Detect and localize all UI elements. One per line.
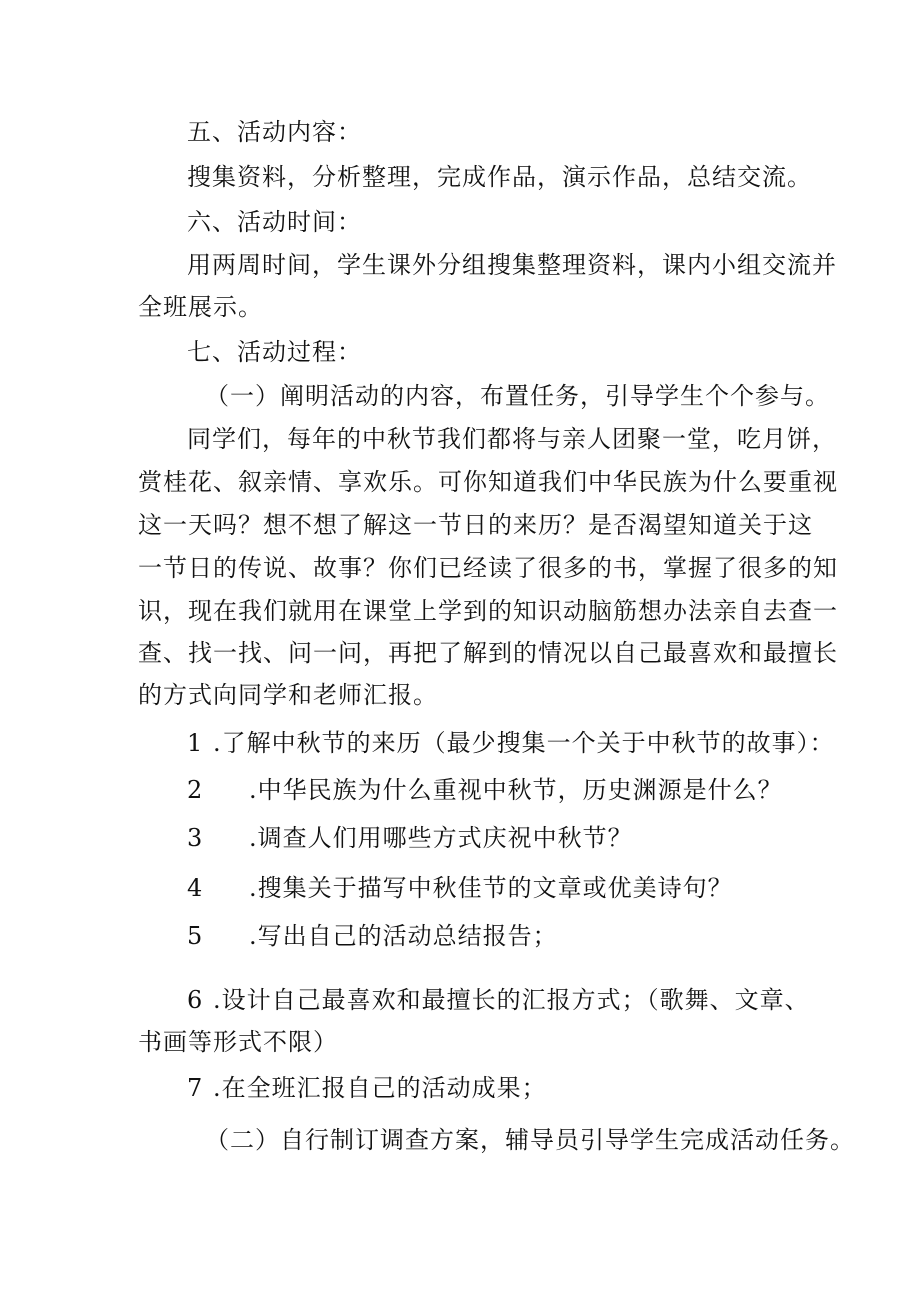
intro-line: 的方式向同学和老师汇报。 — [138, 681, 438, 709]
task6-continuation: 书画等形式不限） — [138, 1028, 338, 1056]
part1-heading: （一）阐明活动的内容，布置任务，引导学生个个参与。 — [205, 382, 830, 410]
task-number: 4 — [187, 874, 204, 902]
task-item — [187, 921, 558, 951]
task-number: 1 — [187, 729, 204, 757]
intro-line: 这一天吗？想不想了解这一节日的来历？是否渴望知道关于这 — [138, 511, 813, 539]
task-text: .在全班汇报自己的活动成果； — [213, 1074, 547, 1102]
part2-heading: （二）自行制订调查方案，辅导员引导学生完成活动任务。 — [205, 1126, 855, 1154]
task-number: 6 — [187, 986, 204, 1014]
intro-line: 识，现在我们就用在课堂上学到的知识动脑筋想办法亲自去查一 — [138, 597, 838, 625]
task-item — [187, 873, 733, 903]
task-text: .写出自己的活动总结报告； — [249, 922, 558, 950]
task-item — [187, 985, 810, 1015]
intro-line: 查、找一找、问一问，再把了解到的情况以自己最喜欢和最擅长 — [138, 639, 838, 667]
task-text: .中华民族为什么重视中秋节，历史渊源是什么？ — [249, 776, 783, 804]
section5-heading: 五、活动内容： — [187, 118, 362, 146]
intro-line: 一节日的传说、故事？你们已经读了很多的书，掌握了很多的知 — [138, 554, 838, 582]
intro-line: 同学们，每年的中秋节我们都将与亲人团聚一堂，吃月饼， — [187, 425, 837, 453]
section7-heading: 七、活动过程： — [187, 338, 362, 366]
task-item — [187, 728, 835, 758]
intro-line: 赏桂花、叙亲情、享欢乐。可你知道我们中华民族为什么要重视 — [138, 468, 838, 496]
task-text: .调查人们用哪些方式庆祝中秋节？ — [249, 824, 633, 852]
section5-body: 搜集资料，分析整理，完成作品，演示作品，总结交流。 — [187, 163, 812, 191]
task-item — [187, 775, 783, 805]
task-text: .搜集关于描写中秋佳节的文章或优美诗句？ — [249, 874, 733, 902]
section6-body-line2: 全班展示。 — [138, 293, 263, 321]
task-number: 7 — [187, 1074, 204, 1102]
task-item — [187, 823, 633, 853]
section6-body-line1: 用两周时间，学生课外分组搜集整理资料，课内小组交流并 — [187, 251, 837, 279]
task-text: .了解中秋节的来历（最少搜集一个关于中秋节的故事）： — [213, 729, 835, 757]
section6-heading: 六、活动时间： — [187, 208, 362, 236]
task-text: .设计自己最喜欢和最擅长的汇报方式；（歌舞、文章、 — [213, 986, 810, 1014]
task-number: 3 — [187, 824, 204, 852]
task-number: 5 — [187, 922, 204, 950]
task-item — [187, 1073, 547, 1103]
task-number: 2 — [187, 776, 204, 804]
